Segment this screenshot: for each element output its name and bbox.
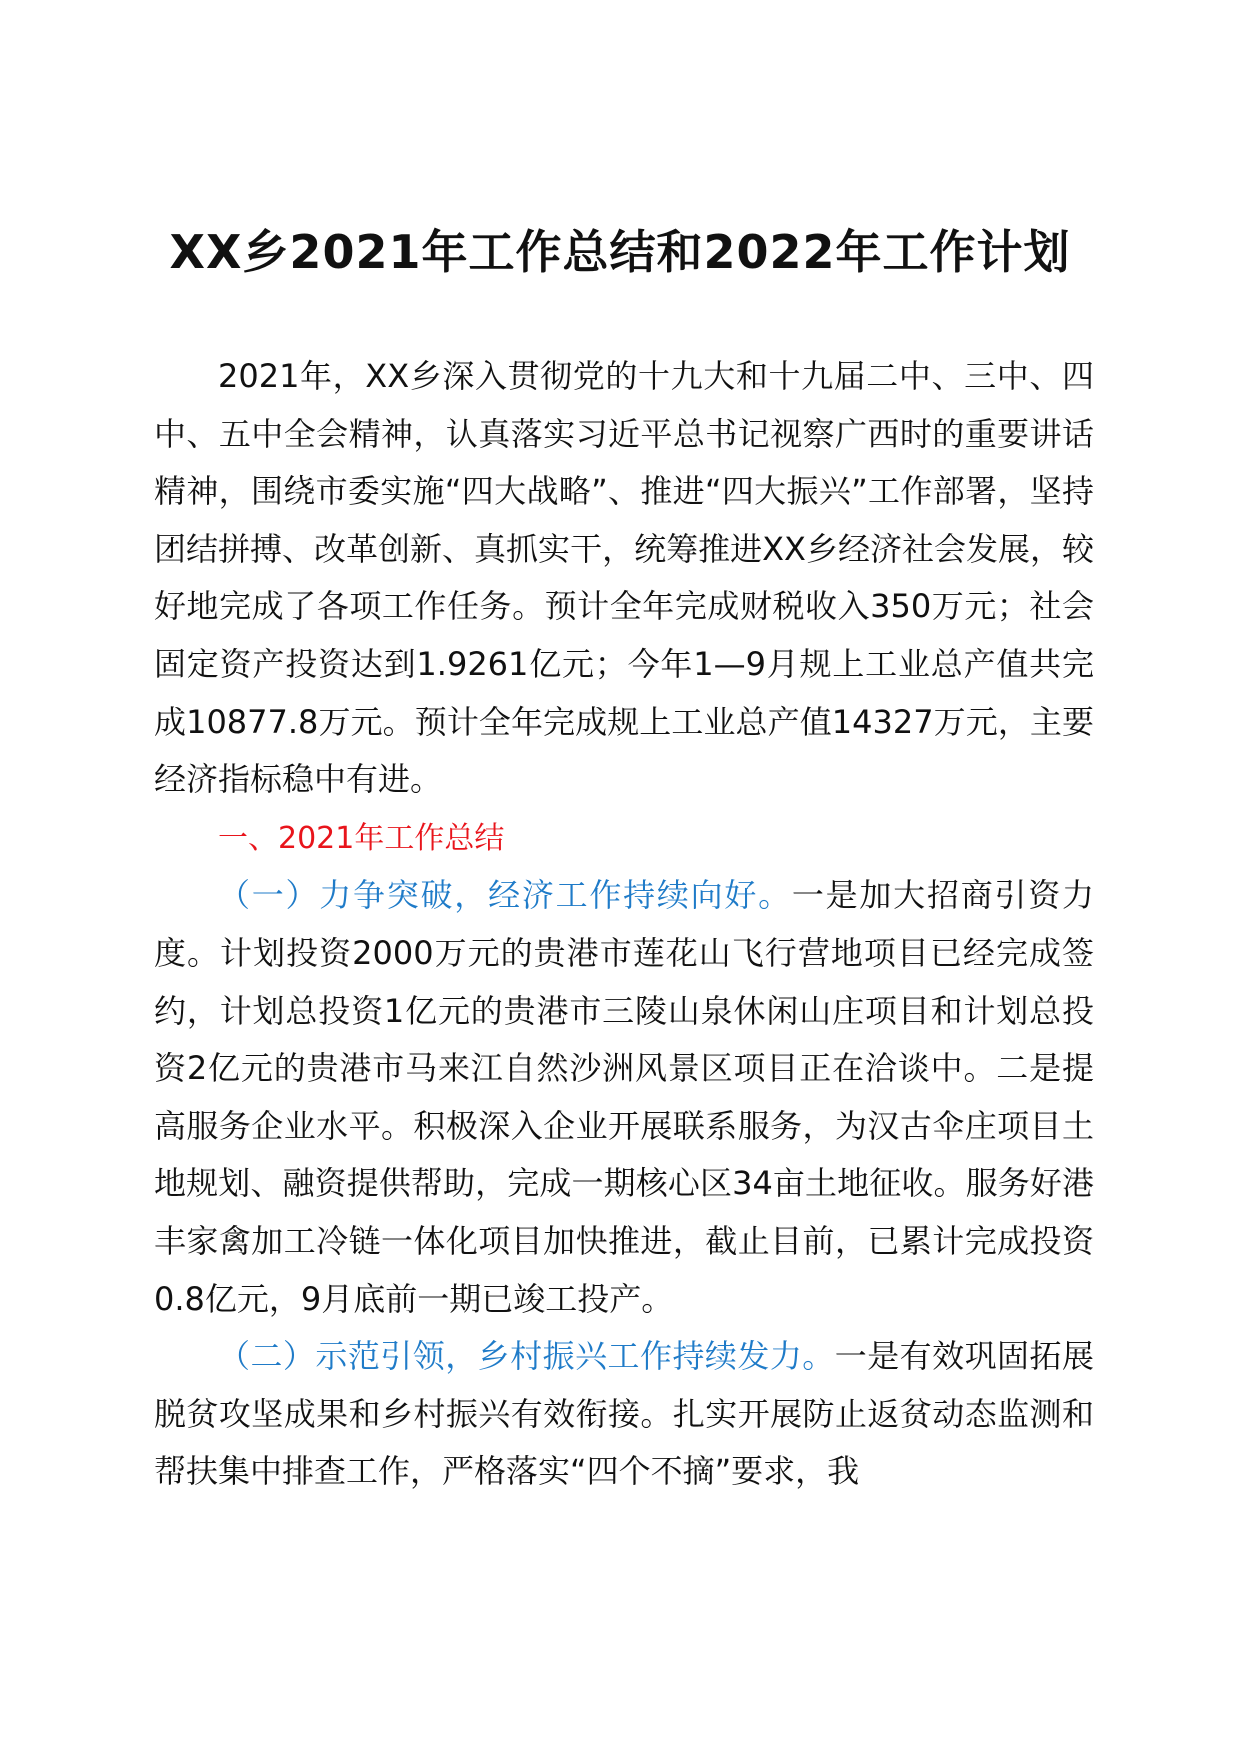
section-heading: [154, 809, 1094, 868]
intro-paragraph: 2021年，XX乡深入贯彻党的十九大和十九届二中、三中、四中、五中全会精神，认真落实习近平总书记视察广西时的重要讲话精神，围绕市委实施“四大战略”、推进“四大振兴”工作部署，坚持团结拼搏、改革创新、真抓实干，统筹推进XX乡经济社会发展，较好地完成了各项工作任务。预计全年完成财税收入350万元；社会固定资产投资达到1.9261亿元；今年1—9月规上工业总产值共完成10877.8万元。预计全年完成规上工业总产值14327万元，主要经济指标稳中有进。: [154, 357, 1094, 799]
document-body: [154, 348, 1094, 1501]
subsection-1-heading: （一）力争突破，经济工作持续向好。: [218, 876, 792, 915]
subsection-2-text: 一是有效巩固拓展脱贫攻坚成果和乡村振兴有效衔接。扎实开展防止返贫动态监测和帮扶集中排查工作，严格落实“四个不摘”要求，我: [154, 1337, 1094, 1491]
document-title: XX乡2021年工作总结和2022年工作计划: [169, 225, 1071, 279]
subsection-1-text: 一是加大招商引资力度。计划投资2000万元的贵港市莲花山飞行营地项目已经完成签约，计划总投资1亿元的贵港市三陵山泉休闲山庄项目和计划总投资2亿元的贵港市马来江自然沙洲风景区项目正在洽谈中。二是提高服务企业水平。积极深入企业开展联系服务，为汉古伞庄项目土地规划、融资提供帮助，完成一期核心区34亩土地征收。服务好港丰家禽加工冷链一体化项目加快推进，截止目前，已累计完成投资0.8亿元，9月底前一期已竣工投产。: [154, 876, 1094, 1318]
subsection-1-paragraph: [154, 867, 1094, 1328]
subsection-2-paragraph: [154, 1328, 1094, 1501]
section-1-heading: 一、2021年工作总结: [218, 820, 505, 856]
subsection-2-heading: （二）示范引领，乡村振兴工作持续发力。: [218, 1337, 835, 1376]
